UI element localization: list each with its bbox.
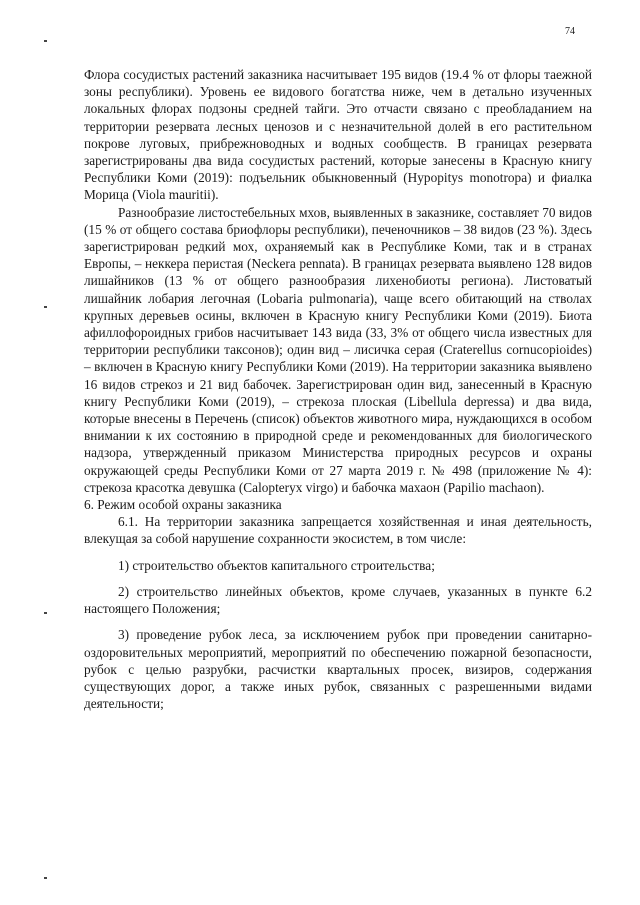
margin-mark	[44, 306, 47, 308]
margin-mark	[44, 612, 47, 614]
list-item-3: 3) проведение рубок леса, за исключением рубок при проведении санитарно-оздоровительных мероприятий, мероприятий по обеспечению пожарной безопасности, рубок с целью разрубки, расчистки квартальных просек, визиров, содержания существующих дорог, а также иных рубок, связанных с разрешенными видами деятельности;	[84, 627, 592, 712]
list-item-1: 1) строительство объектов капитального строительства;	[118, 557, 435, 573]
paragraph-6-1: 6.1. На территории заказника запрещается хозяйственная и иная деятельность, влекущая за собой нарушение сохранности экосистем, в том числе:	[84, 514, 592, 547]
page-number: 74	[565, 26, 575, 37]
document-body	[84, 66, 592, 712]
margin-mark	[44, 877, 47, 879]
section-title: 6. Режим особой охраны заказника	[84, 497, 282, 513]
paragraph-flora: Флора сосудистых растений заказника насчитывает 195 видов (19.4 % от флоры таежной зоны республики). Уровень ее видового богатства ниже, чем в детально изученных локальных флорах подзоны средней тайги. Это отчасти связано с преобладанием на территории резервата лесных ценозов и с незначительной долей в его растительном покрове луговых, прибрежноводных и водных сообществ. В границах резервата зарегистрированы два вида сосудистых растений, которые занесены в Красную книгу Республики Коми (2019): подъельник обыкновенный (Hypopitys monotropa) и фиалка Морица (Viola mauritii).	[84, 67, 592, 203]
margin-mark	[44, 40, 47, 42]
paragraph-mosses: Разнообразие листостебельных мхов, выявленных в заказнике, составляет 70 видов (15 % от общего состава бриофлоры республики), печеночников – 38 видов (23 %). Здесь зарегистрирован редкий мох, охраняемый как в Республике Коми, так и в странах Европы, – неккера перистая (Neckera pennata). В границах резервата выявлено 128 видов лишайников (13 % от общего разнообразия лихенобиоты региона). Листоватый лишайник лобария легочная (Lobaria pulmonaria), чаще всего обитающий на стволах крупных деревьев осины, включен в Красную книгу Республики Коми (2019). Биота афиллофороидных грибов насчитывает 143 вида (33, 3% от общего числа известных для территории республики таксонов); один вид – лисичка серая (Craterellus cornucopioides) – включен в Красную книгу Республики Коми (2019). На территории заказника выявлено 16 видов стрекоз и 21 вид бабочек. Зарегистрирован один вид, занесенный в Красную книгу Республики Коми (2019), – стрекоза плоская (Libellula depressa) и два вида, которые внесены в Перечень (список) объектов животного мира, нуждающихся в особом внимании к их состоянию в природной среде и рекомендованных для биологического надзора, утвержденный приказом Министерства природных ресурсов и охраны окружающей среды Республики Коми от 27 марта 2019 г. № 498 (приложение № 4): стрекоза красотка девушка (Calopteryx virgo) и бабочка махаон (Papilio machaon).	[84, 204, 592, 495]
list-item-2: 2) строительство линейных объектов, кроме случаев, указанных в пункте 6.2 настоящего Положения;	[84, 583, 592, 617]
